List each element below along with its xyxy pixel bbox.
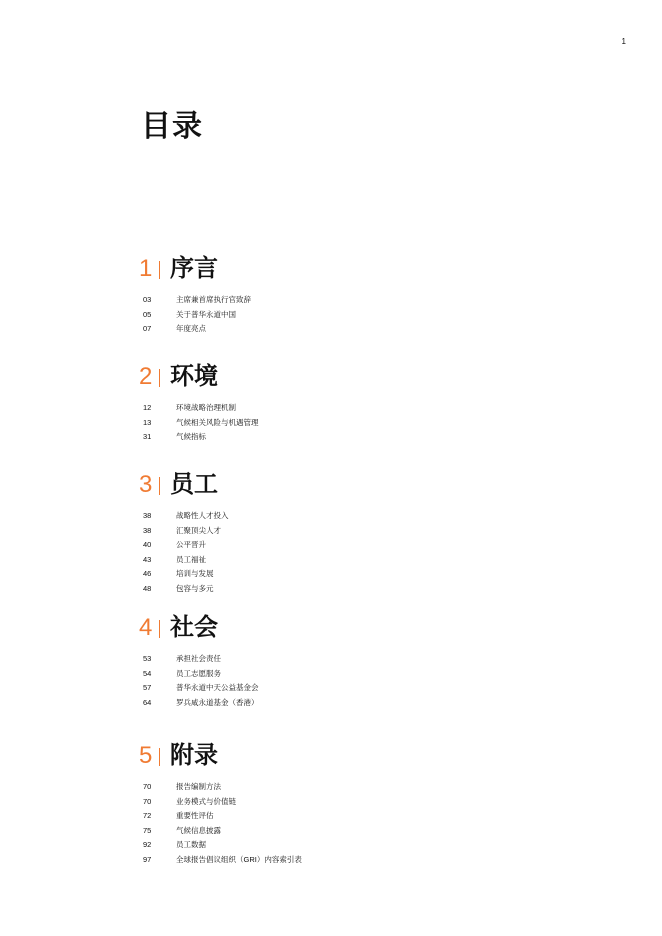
toc-entry[interactable] (139, 696, 459, 711)
toc-entry[interactable] (139, 401, 459, 416)
section-heading[interactable] (139, 470, 459, 500)
entry-page-number: 13 (143, 417, 152, 427)
section-divider (159, 620, 160, 638)
entry-list (139, 780, 459, 867)
toc-entry[interactable] (139, 780, 459, 795)
section-number: 2 (139, 363, 153, 390)
section-title: 社会 (170, 612, 218, 641)
entry-label: 公平晋升 (176, 540, 206, 549)
toc-section-environment (139, 362, 459, 445)
toc-entry[interactable] (139, 652, 459, 667)
entry-page-number: 38 (143, 525, 152, 535)
entry-label: 员工福祉 (176, 554, 206, 564)
entry-page-number: 53 (143, 654, 152, 663)
entry-page-number: 12 (143, 403, 152, 412)
entry-label: 战略性人才投入 (176, 511, 229, 520)
entry-list (139, 509, 459, 596)
section-title: 附录 (170, 740, 218, 769)
toc-section-society (139, 613, 459, 710)
section-divider (159, 369, 160, 387)
entry-label: 员工志愿服务 (176, 668, 221, 678)
toc-entry[interactable] (139, 667, 459, 682)
section-heading[interactable] (139, 362, 459, 392)
entry-label: 主席兼首席执行官致辞 (176, 295, 251, 304)
entry-label: 全球报告倡议组织（GRI）内容索引表 (176, 854, 302, 864)
section-divider (159, 261, 160, 279)
toc-entry[interactable] (139, 524, 459, 539)
entry-page-number: 57 (143, 683, 152, 692)
section-number: 1 (139, 255, 153, 282)
entry-label: 业务模式与价值链 (176, 796, 236, 806)
section-number: 3 (139, 471, 153, 498)
entry-page-number: 75 (143, 825, 152, 835)
entry-page-number: 03 (143, 295, 152, 304)
section-divider (159, 477, 160, 495)
section-heading[interactable] (139, 741, 459, 771)
toc-entry[interactable] (139, 322, 459, 337)
section-title: 序言 (170, 253, 218, 282)
entry-page-number: 64 (143, 697, 152, 707)
entry-label: 汇聚顶尖人才 (176, 525, 221, 535)
entry-page-number: 46 (143, 569, 152, 578)
entry-label: 报告编制方法 (176, 782, 221, 791)
section-heading[interactable] (139, 254, 459, 284)
entry-label: 气候指标 (176, 432, 206, 441)
entry-label: 罗兵咸永道基金（香港） (176, 697, 259, 707)
page-number: 1 (621, 37, 626, 46)
entry-page-number: 07 (143, 324, 152, 333)
entry-label: 包容与多元 (176, 583, 214, 593)
toc-section-preface (139, 254, 459, 337)
entry-page-number: 70 (143, 796, 152, 806)
entry-label: 重要性评估 (176, 811, 214, 820)
toc-section-people (139, 470, 459, 596)
toc-entry[interactable] (139, 567, 459, 582)
section-number: 4 (139, 614, 153, 641)
toc-entry[interactable] (139, 824, 459, 839)
toc-section-appendix (139, 741, 459, 867)
toc-entry[interactable] (139, 308, 459, 323)
entry-label: 承担社会责任 (176, 654, 221, 663)
entry-label: 环境战略治理机制 (176, 403, 236, 412)
section-title: 员工 (170, 469, 218, 498)
entry-page-number: 54 (143, 668, 152, 678)
entry-label: 培训与发展 (176, 569, 214, 578)
page-title: 目录 (141, 109, 203, 144)
section-number: 5 (139, 742, 153, 769)
entry-page-number: 70 (143, 782, 152, 791)
entry-page-number: 97 (143, 854, 152, 864)
section-title: 环境 (170, 361, 218, 390)
entry-list (139, 293, 459, 337)
toc-entry[interactable] (139, 838, 459, 853)
entry-page-number: 43 (143, 554, 152, 564)
toc-entry[interactable] (139, 853, 459, 868)
entry-label: 气候相关风险与机遇管理 (176, 417, 259, 427)
entry-page-number: 31 (143, 432, 152, 441)
toc-entry[interactable] (139, 681, 459, 696)
entry-label: 年度亮点 (176, 324, 206, 333)
entry-list (139, 401, 459, 445)
entry-page-number: 48 (143, 583, 152, 593)
entry-label: 关于普华永道中国 (176, 309, 236, 319)
toc-entry[interactable] (139, 430, 459, 445)
entry-label: 普华永道中天公益基金会 (176, 683, 259, 692)
entry-page-number: 38 (143, 511, 152, 520)
entry-page-number: 72 (143, 811, 152, 820)
entry-page-number: 05 (143, 309, 152, 319)
entry-label: 气候信息披露 (176, 825, 221, 835)
toc-entry[interactable] (139, 538, 459, 553)
toc-entry[interactable] (139, 509, 459, 524)
toc-entry[interactable] (139, 416, 459, 431)
toc-entry[interactable] (139, 293, 459, 308)
section-divider (159, 748, 160, 766)
section-heading[interactable] (139, 613, 459, 643)
entry-list (139, 652, 459, 710)
toc-entry[interactable] (139, 795, 459, 810)
toc-entry[interactable] (139, 582, 459, 597)
toc-entry[interactable] (139, 809, 459, 824)
entry-page-number: 40 (143, 540, 152, 549)
toc-entry[interactable] (139, 553, 459, 568)
entry-page-number: 92 (143, 840, 152, 849)
entry-label: 员工数据 (176, 840, 206, 849)
